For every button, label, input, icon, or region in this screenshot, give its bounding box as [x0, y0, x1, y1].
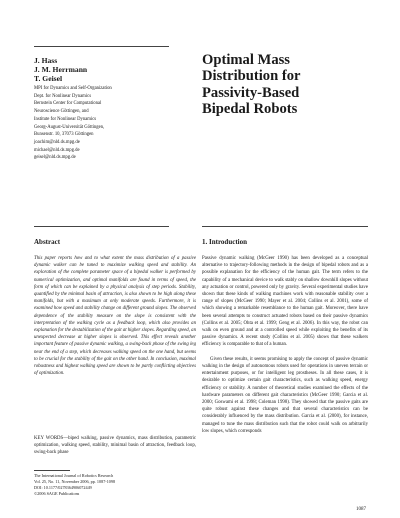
- affiliation-line: Dept. for Nonlinear Dynamics: [34, 93, 92, 99]
- affiliation-line: Institute for Nonlinear Dynamics: [34, 116, 97, 122]
- title-line: Passivity-Based: [202, 84, 300, 101]
- email-address: michael@nld.ds.mpg.de: [34, 147, 80, 153]
- email-address: joachim@nld.ds.mpg.de: [34, 139, 80, 145]
- affiliation-line: MPI for Dynamics and Self-Organization: [34, 86, 112, 91]
- abstract-rule: [34, 226, 169, 227]
- journal-info: [34, 473, 204, 497]
- email-address: geisel@nld.ds.mpg.de: [34, 155, 76, 161]
- author-name: T. Geisel: [34, 74, 63, 83]
- affiliation-line: Neuroscience Göttingen, and: [34, 109, 89, 115]
- affiliation-line: Georg-August-Universität Göttingen,: [34, 124, 105, 130]
- intro-rule: [202, 226, 368, 227]
- intro-paragraph: Passive dynamic walking (McGeer 1990) has been developed as a conceptual alternative to trajectory-following methods in the design of bipedal robots and as a possible explanation for the efficiency of the human gait. The term refers to the capability of a mechanical device to walk stably on shallow downhill slopes without any actuation or control, powered only by gravity. Several experimental studies have shown that these kinds of walking machines work with reasonable stability over a range of slopes (McGeer 1990; Mayer et al. 2004; Collins et al. 2001), some of which showing a remarkable resemblance to the human gait. Moreover, there have been several attempts to construct actuated robots based on their passive dynamics (Collins et al. 2005; Ohta et al. 1999; Geng et al. 2006). In this way, the robot can walk on even ground and at a controlled speed while exploiting the benefits of its passive dynamics. A recent study (Collins et al. 2005) shows that these walkers efficiency is comparable to that of a human.: [202, 256, 368, 348]
- journal-line: ©2006 SAGE Publications: [34, 491, 80, 496]
- affiliation-line: Bernstein Center for Computational: [34, 101, 102, 107]
- intro-paragraph: Given these results, it seems promising to apply the concept of passive dynamic walking in the design of autonomous robots used for operations in uneven terrain or entertainment purposes, or for intelligent leg prostheses. In all these cases, it is desirable to optimize certain gait characteristics, such as walking speed, energy efficiency or stability. A number of theoretical studies examined the effects of the hardware parameters on different gait characteristics (McGeer 1990; Garcia et al. 2000; Goswami et al. 1998; Coleman 1998). They showed that the passive gaits are quite robust against these changes and that several characteristics can be considerably influenced by the mass distribution. Garcia et al. (2000), for instance, managed to tune the mass distribution such that the robot could walk on arbitrarily low slopes, which corresponds: [202, 356, 368, 434]
- page-number: 1087: [356, 507, 366, 512]
- abstract-text: This paper reports how and to what extent the mass distribution of a passive dynamic walker can be tuned to maximize walking speed and stability. An exploration of the complete parameter space of a bipedal walker is performed by numerical optimization, and optimal manifolds are found in terms of speed, the form of which can be explained by a physical analysis of step periods. Stability, quantified by the minimal basin of attraction, is also shown to be high along these manifolds, but with a maximum at only moderate speeds. Furthermore, it is examined how speed and stability change on different ground slopes. The observed dependence of the stability measure on the slope is consistent with the interpretation of the walking cycle as a feedback loop, which also provides an explanation for the destabilization of the gait at higher slopes. Regarding speed, an unexpected decrease at higher slopes is observed. This effect reveals another important feature of passive dynamic walking, a swing-back phase of the swing leg near the end of a step, which decreases walking speed on the one hand, but seems to be crucial for the stability of the gait on the other hand. In conclusion, maximal robustness and highest walking speed are shown to be partly conflicting objectives of optimization.: [34, 256, 196, 377]
- keywords: KEY WORDS—biped walking, passive dynamics, mass distribution, parametric optimization, walking speed, stability, minimal basin of attraction, feedback loop, swing-back phase: [34, 436, 196, 456]
- footnote-rule: [34, 470, 70, 471]
- introduction-heading: 1. Introduction: [202, 238, 247, 246]
- abstract-heading: Abstract: [34, 238, 61, 246]
- introduction-body: [202, 255, 368, 435]
- journal-line: Vol. 25, No. 11, November 2006, pp. 1087-1098: [34, 479, 116, 484]
- title-line: Distribution for: [202, 68, 301, 85]
- affiliation-line: Bunsenstr. 10, 37073 Göttingen: [34, 132, 94, 138]
- author-name: J. Hass: [34, 56, 58, 65]
- paper-title: [202, 52, 382, 117]
- author-name: J. M. Herrmann: [34, 65, 88, 74]
- journal-line: DOI: 10.1177/0278364906072449: [34, 485, 92, 490]
- journal-line: The International Journal of Robotics Research: [34, 473, 114, 478]
- affiliation-block: [34, 85, 214, 162]
- title-line: Bipedal Robots: [202, 100, 298, 117]
- title-line: Optimal Mass: [202, 52, 290, 68]
- top-rule: [34, 46, 169, 47]
- author-list: [34, 56, 214, 83]
